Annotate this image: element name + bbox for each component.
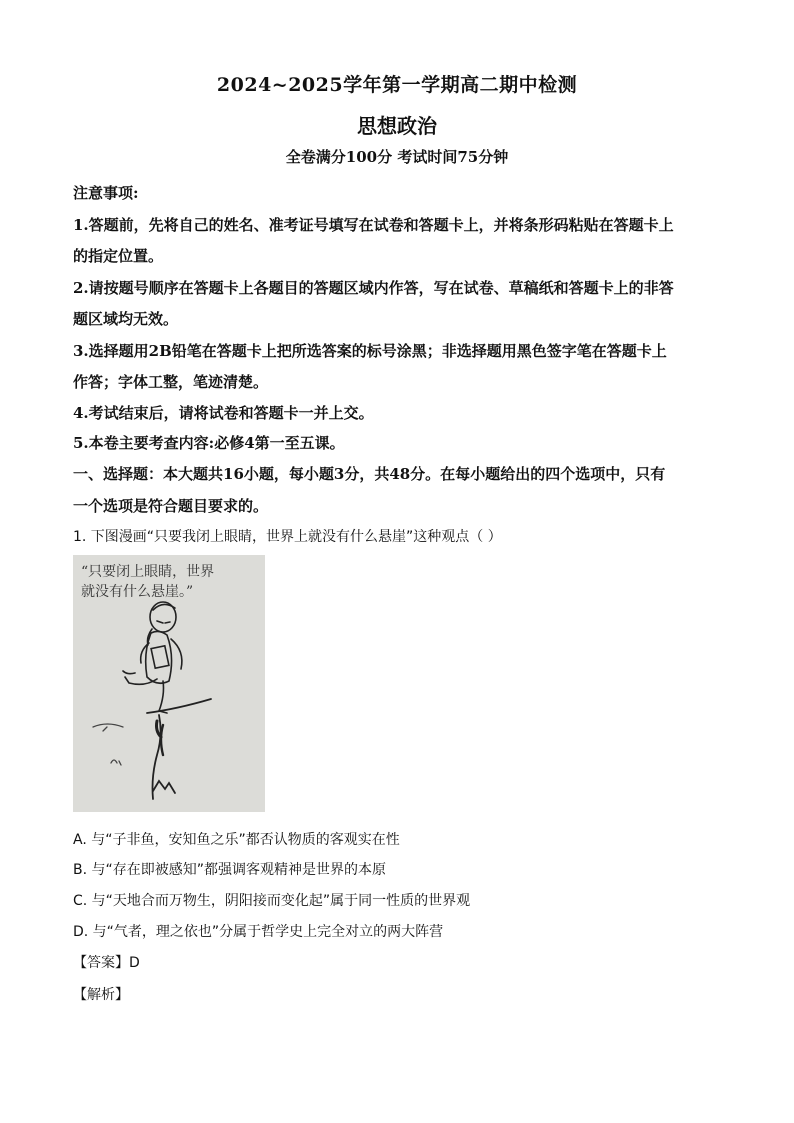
exam-title: 2024~2025学年第一学期高二期中检测 [216,74,578,96]
option-b: B. 与“存在即被感知”都强调客观精神是世界的本原 [73,862,387,878]
notice-line: 题区域均无效。 [73,310,179,328]
answer-label: 【答案】D [73,955,140,971]
question-stem: 1. 下图漫画“只要我闭上眼睛，世界上就没有什么悬崖”这种观点（ ） [73,529,502,545]
notice-line: 1.答题前，先将自己的姓名、准考证号填写在试卷和答题卡上，并将条形码粘贴在答题卡上 [73,216,674,234]
notice-line: 的指定位置。 [73,247,164,265]
cartoon-caption: 就没有什么悬崖。” [81,584,194,600]
subject-title: 思想政治 [357,114,437,138]
section-heading-cont: 一个选项是符合题目要求的。 [73,497,269,515]
cartoon-image [73,555,265,812]
notice-line: 3.选择题用2B铅笔在答题卡上把所选答案的标号涂黑；非选择题用黑色签字笔在答题卡上 [73,342,667,360]
notice-line: 4.考试结束后，请将试卷和答题卡一并上交。 [73,404,374,422]
option-c: C. 与“天地合而万物生，阴阳接而变化起”属于同一性质的世界观 [73,893,471,909]
exam-info: 全卷满分100分 考试时间75分钟 [285,148,509,166]
notice-line: 2.请按题号顺序在答题卡上各题目的答题区域内作答，写在试卷、草稿纸和答题卡上的非答 [73,279,674,297]
notice-line: 5.本卷主要考查内容:必修4第一至五课。 [73,434,345,452]
option-d: D. 与“气者，理之依也”分属于哲学史上完全对立的两大阵营 [73,924,444,940]
analysis-label: 【解析】 [73,987,129,1003]
option-a: A. 与“子非鱼，安知鱼之乐”都否认物质的客观实在性 [73,832,400,848]
notice-heading: 注意事项: [73,184,139,202]
section-heading: 一、选择题：本大题共16小题，每小题3分，共48分。在每小题给出的四个选项中，只有 [73,465,666,483]
notice-line: 作答；字体工整，笔迹清楚。 [73,373,269,391]
cartoon-caption: “只要闭上眼睛，世界 [81,564,215,580]
